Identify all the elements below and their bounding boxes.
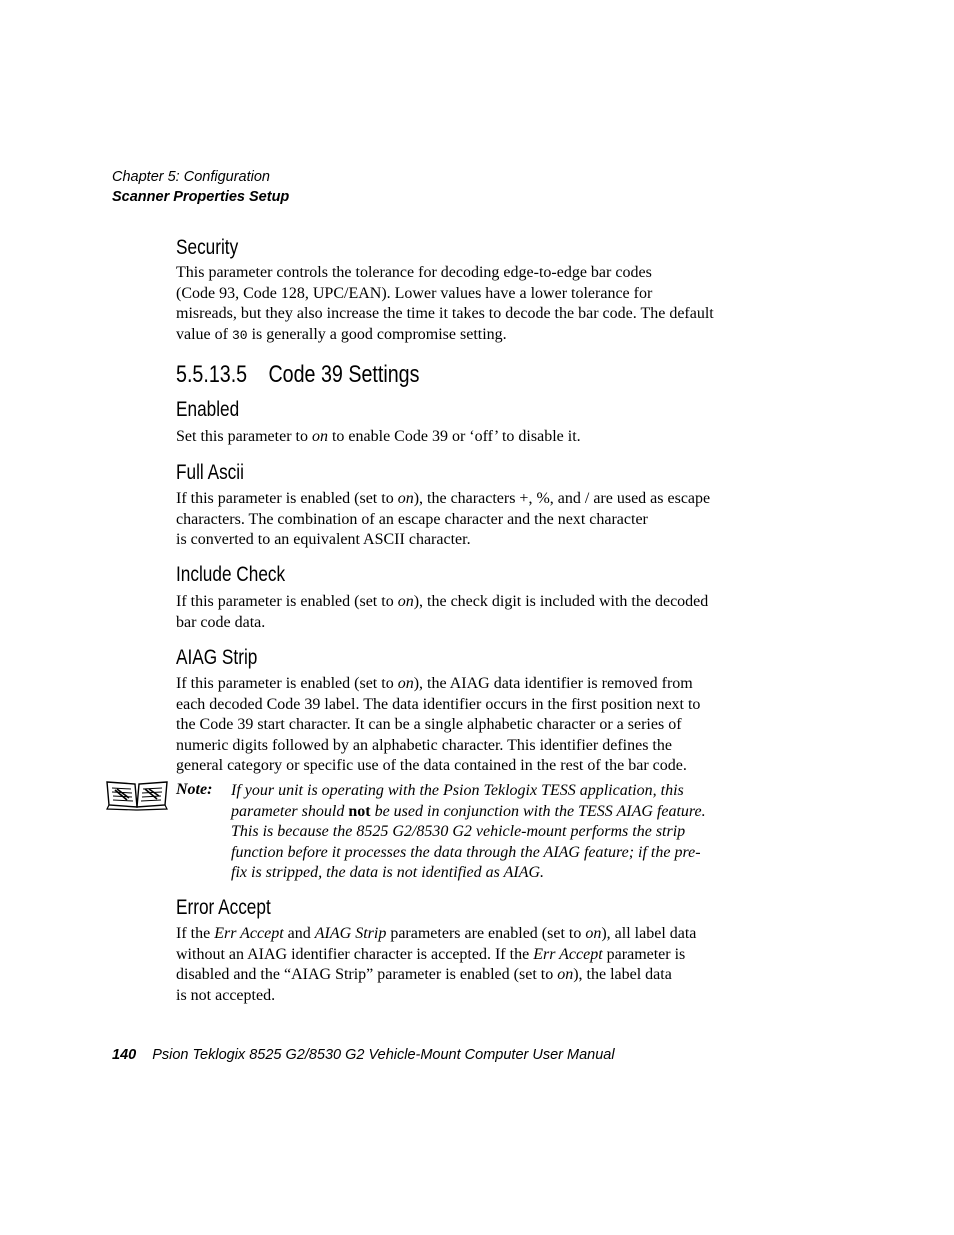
error-accept-l2-c: parameter is <box>602 945 686 963</box>
manual-title: Psion Teklogix 8525 G2/8530 G2 Vehicle-Mount Computer User Manual <box>152 1047 615 1063</box>
security-line-4 <box>176 325 746 347</box>
open-book-icon <box>105 778 169 817</box>
include-check-text-pre: If this parameter is enabled (set to <box>176 593 398 610</box>
error-accept-l1-e: parameters are enabled (set to <box>386 925 586 942</box>
note-body <box>231 781 706 884</box>
enabled-text-post: to enable Code 39 or ‘off’ to disable it. <box>327 428 581 445</box>
error-accept-l3-a: disabled and the “AIAG Strip” parameter is enabled (set to <box>176 966 558 983</box>
full-ascii-line-2: characters. The combination of an escape character and the next character <box>176 510 648 528</box>
include-check-paragraph <box>176 592 746 633</box>
security-line-2: (Code 93, Code 128, UPC/EAN). Lower values have a lower tolerance for <box>176 284 653 302</box>
security-heading: Security <box>176 236 239 259</box>
security-default-value: 30 <box>231 327 248 343</box>
note-label: Note: <box>176 781 213 798</box>
security-line-4-pre: value of <box>176 325 232 343</box>
full-ascii-text-pre: If this parameter is enabled (set to <box>176 490 398 507</box>
include-check-line-2: bar code data. <box>176 613 266 631</box>
full-ascii-text-post: ), the characters +, %, and / are used as escape <box>413 490 711 507</box>
code39-section-number: 5.5.13.5 <box>176 361 248 388</box>
code39-section-title <box>176 360 419 390</box>
error-accept-l1-err-accept: Err Accept <box>214 925 284 942</box>
aiag-strip-text-pre: If this parameter is enabled (set to <box>176 675 398 692</box>
note-not-emphasis: not <box>348 802 371 820</box>
error-accept-l2-a: without an AIAG identifier character is accepted. If the <box>176 945 534 963</box>
full-ascii-on-value: on <box>397 490 414 507</box>
error-accept-l1-aiag-strip: AIAG Strip <box>314 925 387 942</box>
security-line-3: misreads, but they also increase the time it takes to decode the bar code. The default <box>176 305 714 322</box>
error-accept-l1-c: and <box>283 925 315 942</box>
note-line-2 <box>231 802 706 823</box>
error-accept-line-4: is not accepted. <box>176 986 276 1004</box>
chapter-header: Chapter 5: Configuration <box>112 169 270 185</box>
error-accept-line-3 <box>176 965 746 986</box>
error-accept-line-1 <box>176 924 746 945</box>
enabled-on-value: on <box>311 428 328 445</box>
note-line-5: fix is stripped, the data is not identified as AIAG. <box>231 864 545 881</box>
section-header: Scanner Properties Setup <box>112 189 290 205</box>
note-line-2-post: be used in conjunction with the TESS AIAG feature. <box>370 802 706 820</box>
note-line-1: If your unit is operating with the Psion Teklogix TESS application, this <box>231 782 684 799</box>
aiag-strip-paragraph <box>176 674 746 777</box>
aiag-strip-line-4: numeric digits followed by an alphabetic character. This identifier defines the <box>176 736 672 754</box>
include-check-heading: Include Check <box>176 563 286 586</box>
page-footer <box>112 1047 615 1063</box>
error-accept-l3-on: on <box>557 966 574 983</box>
error-accept-heading: Error Accept <box>176 896 271 919</box>
full-ascii-heading: Full Ascii <box>176 461 244 484</box>
enabled-text-pre: Set this parameter to <box>176 428 312 445</box>
security-line-4-post: is generally a good compromise setting. <box>247 325 507 343</box>
note-line-4: function before it processes the data through the AIAG feature; if the pre- <box>231 843 701 861</box>
error-accept-l1-g: ), all label data <box>601 925 697 942</box>
aiag-strip-line-2: each decoded Code 39 label. The data identifier occurs in the first position next to <box>176 695 701 713</box>
note-line-3: This is because the 8525 G2/8530 G2 vehicle-mount performs the strip <box>231 823 686 840</box>
aiag-strip-text-post: ), the AIAG data identifier is removed from <box>413 675 693 692</box>
error-accept-l3-c: ), the label data <box>573 966 672 983</box>
security-paragraph <box>176 263 746 346</box>
include-check-on-value: on <box>397 593 414 610</box>
page-number: 140 <box>112 1047 137 1063</box>
full-ascii-line-1 <box>176 489 746 510</box>
enabled-line-1 <box>176 427 746 448</box>
code39-section-name: Code 39 Settings <box>268 361 420 388</box>
note-line-2-pre: parameter should <box>231 802 349 820</box>
full-ascii-paragraph <box>176 489 746 551</box>
error-accept-line-2 <box>176 945 746 966</box>
enabled-paragraph <box>176 427 746 448</box>
error-accept-l1-on: on <box>585 925 602 942</box>
error-accept-l1-a: If the <box>176 925 215 942</box>
aiag-strip-on-value: on <box>397 675 414 692</box>
security-line-1: This parameter controls the tolerance for decoding edge-to-edge bar codes <box>176 264 652 281</box>
include-check-text-post: ), the check digit is included with the decoded <box>413 593 709 610</box>
aiag-strip-line-1 <box>176 674 746 695</box>
enabled-heading: Enabled <box>176 398 240 421</box>
error-accept-paragraph <box>176 924 746 1006</box>
full-ascii-line-3: is converted to an equivalent ASCII character. <box>176 531 471 548</box>
aiag-strip-heading: AIAG Strip <box>176 646 258 669</box>
error-accept-l2-err-accept: Err Accept <box>533 945 603 963</box>
aiag-strip-line-5: general category or specific use of the data contained in the rest of the bar code. <box>176 757 687 774</box>
include-check-line-1 <box>176 592 746 613</box>
aiag-strip-line-3: the Code 39 start character. It can be a single alphabetic character or a series of <box>176 716 682 733</box>
